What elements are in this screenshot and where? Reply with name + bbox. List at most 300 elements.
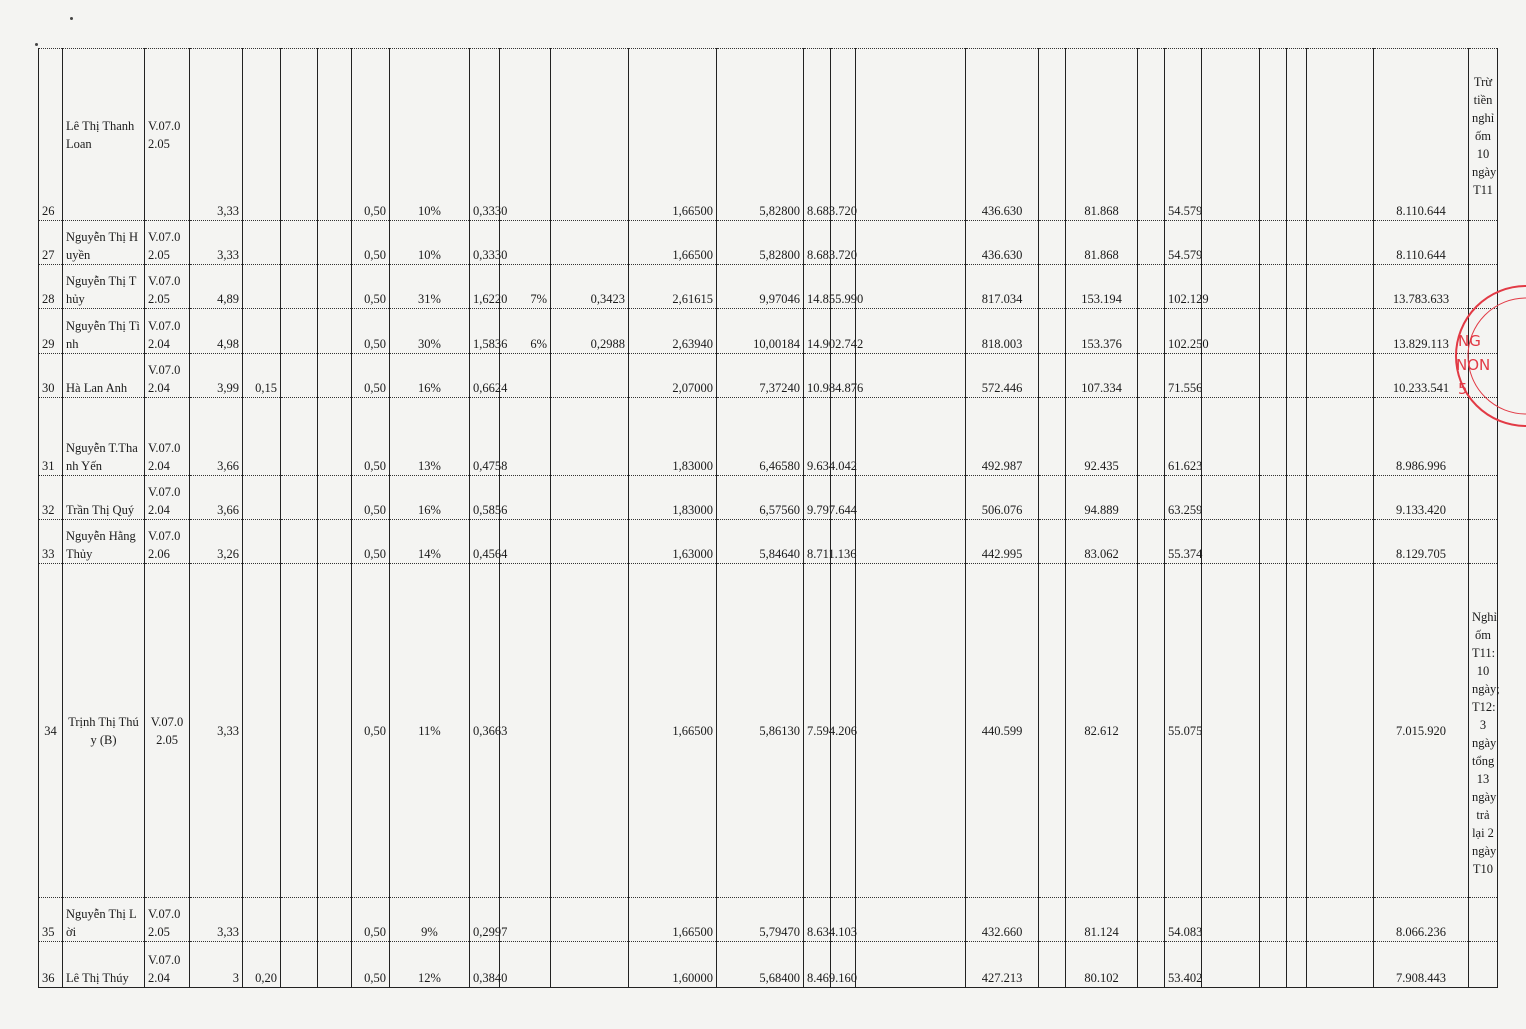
thuc-cell: 10.233.541	[1374, 354, 1469, 398]
empty-cell	[318, 520, 352, 564]
empty-cell	[1039, 309, 1066, 354]
stamp-line-3: 5	[1458, 380, 1468, 398]
empty-cell	[1287, 520, 1307, 564]
empty-cell	[1307, 354, 1374, 398]
empty-cell	[1138, 564, 1165, 898]
bh1-cell: 506.076	[966, 476, 1039, 520]
empty-cell	[1202, 265, 1260, 309]
empty-cell	[1039, 564, 1066, 898]
empty-cell	[1287, 354, 1307, 398]
empty-cell	[1039, 398, 1066, 476]
tong-hs-cell: 5,82800	[717, 221, 804, 265]
hs-cell: 3,99	[190, 354, 243, 398]
pvkv-cell	[551, 476, 629, 520]
payroll-table	[38, 48, 1498, 988]
empty-cell	[1307, 942, 1374, 988]
tong-hs-cell: 9,97046	[717, 265, 804, 309]
tong-hs-cell: 5,86130	[717, 564, 804, 898]
bh1-cell: 572.446	[966, 354, 1039, 398]
name-cell: Hà Lan Anh	[63, 354, 145, 398]
bh1-cell: 440.599	[966, 564, 1039, 898]
thuc-cell: 8.066.236	[1374, 898, 1469, 942]
pct-cell: 10%	[390, 49, 470, 221]
tong-pc-cell: 1,60000	[629, 942, 717, 988]
pvkv-cell	[551, 564, 629, 898]
pvk-cell	[500, 564, 551, 898]
pctv-cell: 0,4758	[470, 398, 500, 476]
pcv-cell	[243, 476, 281, 520]
pvk-cell	[500, 898, 551, 942]
table-row	[39, 309, 1498, 354]
pcv-cell	[243, 520, 281, 564]
tong-hs-cell: 7,37240	[717, 354, 804, 398]
pctv-cell: 0,3663	[470, 564, 500, 898]
pckn-cell	[281, 354, 318, 398]
stt-cell: 34	[39, 564, 63, 898]
tong-pc-cell: 2,61615	[629, 265, 717, 309]
empty-cell	[1260, 221, 1287, 265]
bh2-cell: 82.612	[1066, 564, 1138, 898]
tong-hs-cell: 6,46580	[717, 398, 804, 476]
tong-pc-cell: 1,66500	[629, 49, 717, 221]
pvkv-cell: 0,2988	[551, 309, 629, 354]
thuc-cell: 8.129.705	[1374, 520, 1469, 564]
table-row	[39, 898, 1498, 942]
empty-cell	[1307, 398, 1374, 476]
table-row	[39, 49, 1498, 221]
name-cell: Nguyễn T.Thanh Yến	[63, 398, 145, 476]
pctn-cell: 0,50	[352, 221, 390, 265]
empty-cell	[856, 942, 966, 988]
empty-cell	[1260, 476, 1287, 520]
thuc-cell: 8.986.996	[1374, 398, 1469, 476]
tien-cell: 14.902.742	[804, 309, 831, 354]
note-cell: Nghỉ ốm T11: 10 ngày; T12: 3 ngày tổng 13 ngày trả lại 2 ngày T10	[1469, 564, 1498, 898]
bh3-cell: 102.129	[1165, 265, 1202, 309]
empty-cell	[1260, 354, 1287, 398]
empty-cell	[1287, 221, 1307, 265]
empty-cell	[1039, 221, 1066, 265]
empty-cell	[831, 49, 856, 221]
empty-cell	[856, 49, 966, 221]
bh3-cell: 54.579	[1165, 221, 1202, 265]
bh3-cell: 63.259	[1165, 476, 1202, 520]
empty-cell	[1287, 476, 1307, 520]
note-cell	[1469, 309, 1498, 354]
stt-cell: 36	[39, 942, 63, 988]
thuc-cell: 7.908.443	[1374, 942, 1469, 988]
code-cell: V.07.0 2.04	[145, 398, 190, 476]
thuc-cell: 13.829.113	[1374, 309, 1469, 354]
pckn-cell	[281, 564, 318, 898]
empty-cell	[1202, 564, 1260, 898]
empty-cell	[1138, 520, 1165, 564]
note-cell	[1469, 476, 1498, 520]
stt-cell: 28	[39, 265, 63, 309]
pvkv-cell	[551, 942, 629, 988]
empty-cell	[856, 564, 966, 898]
note-cell	[1469, 398, 1498, 476]
pvkv-cell	[551, 354, 629, 398]
empty-cell	[318, 309, 352, 354]
tong-pc-cell: 1,83000	[629, 476, 717, 520]
tien-cell: 8.634.103	[804, 898, 831, 942]
stamp-line-1: NG	[1458, 332, 1481, 350]
bh2-cell: 153.194	[1066, 265, 1138, 309]
bh3-cell: 102.250	[1165, 309, 1202, 354]
tien-cell: 14.855.990	[804, 265, 831, 309]
stt-cell: 32	[39, 476, 63, 520]
tong-hs-cell: 5,79470	[717, 898, 804, 942]
tien-cell: 8.683.720	[804, 49, 831, 221]
pcv-cell	[243, 49, 281, 221]
tong-pc-cell: 1,63000	[629, 520, 717, 564]
pvk-cell	[500, 476, 551, 520]
bh1-cell: 442.995	[966, 520, 1039, 564]
tien-cell: 9.634.042	[804, 398, 831, 476]
pckn-cell	[281, 49, 318, 221]
name-cell: Trần Thị Quý	[63, 476, 145, 520]
bh2-cell: 81.868	[1066, 49, 1138, 221]
pct-cell: 11%	[390, 564, 470, 898]
hs-cell: 3,33	[190, 221, 243, 265]
pctn-cell: 0,50	[352, 476, 390, 520]
name-cell: Nguyễn Thị Lời	[63, 898, 145, 942]
empty-cell	[1307, 898, 1374, 942]
hs-cell: 3,33	[190, 49, 243, 221]
tong-hs-cell: 5,82800	[717, 49, 804, 221]
pct-cell: 14%	[390, 520, 470, 564]
pckn-cell	[281, 309, 318, 354]
empty-cell	[1260, 265, 1287, 309]
pckn-cell	[281, 942, 318, 988]
hs-cell: 3,66	[190, 476, 243, 520]
tong-pc-cell: 1,83000	[629, 398, 717, 476]
pcv-cell	[243, 898, 281, 942]
pcv-cell	[243, 221, 281, 265]
hs-cell: 3,26	[190, 520, 243, 564]
pctv-cell: 0,3330	[470, 221, 500, 265]
code-cell: V.07.0 2.04	[145, 476, 190, 520]
bh1-cell: 817.034	[966, 265, 1039, 309]
code-cell: V.07.0 2.05	[145, 564, 190, 898]
pct-cell: 12%	[390, 942, 470, 988]
empty-cell	[318, 476, 352, 520]
empty-cell	[856, 309, 966, 354]
tong-pc-cell: 1,66500	[629, 564, 717, 898]
bh2-cell: 94.889	[1066, 476, 1138, 520]
stamp-line-2: NON	[1456, 356, 1491, 374]
table-row	[39, 398, 1498, 476]
empty-cell	[1260, 398, 1287, 476]
pct-cell: 16%	[390, 476, 470, 520]
table-row	[39, 354, 1498, 398]
note-cell	[1469, 354, 1498, 398]
empty-cell	[1138, 898, 1165, 942]
empty-cell	[1287, 265, 1307, 309]
pvkv-cell	[551, 898, 629, 942]
table-row	[39, 942, 1498, 988]
stt-cell: 31	[39, 398, 63, 476]
empty-cell	[1039, 476, 1066, 520]
bh3-cell: 71.556	[1165, 354, 1202, 398]
empty-cell	[1307, 476, 1374, 520]
pvkv-cell	[551, 221, 629, 265]
stt-cell: 30	[39, 354, 63, 398]
pctn-cell: 0,50	[352, 942, 390, 988]
tong-pc-cell: 2,63940	[629, 309, 717, 354]
name-cell: Nguyễn Thị Thủy	[63, 265, 145, 309]
note-cell	[1469, 520, 1498, 564]
pvk-cell: 7%	[500, 265, 551, 309]
empty-cell	[1260, 49, 1287, 221]
pvkv-cell	[551, 398, 629, 476]
thuc-cell: 7.015.920	[1374, 564, 1469, 898]
pctv-cell: 0,2997	[470, 898, 500, 942]
stt-cell: 26	[39, 49, 63, 221]
bh2-cell: 107.334	[1066, 354, 1138, 398]
empty-cell	[318, 265, 352, 309]
pcv-cell: 0,15	[243, 354, 281, 398]
name-cell: Trịnh Thị Thúy (B)	[63, 564, 145, 898]
empty-cell	[1202, 354, 1260, 398]
bh2-cell: 153.376	[1066, 309, 1138, 354]
name-cell: Nguyễn Hằng Thủy	[63, 520, 145, 564]
hs-cell: 3,66	[190, 398, 243, 476]
pcv-cell	[243, 309, 281, 354]
table-row	[39, 265, 1498, 309]
pct-cell: 31%	[390, 265, 470, 309]
empty-cell	[318, 564, 352, 898]
pvk-cell	[500, 398, 551, 476]
hs-cell: 3,33	[190, 564, 243, 898]
empty-cell	[1202, 942, 1260, 988]
note-cell	[1469, 221, 1498, 265]
hs-cell: 3,33	[190, 898, 243, 942]
pctv-cell: 0,5856	[470, 476, 500, 520]
note-cell	[1469, 942, 1498, 988]
thuc-cell: 9.133.420	[1374, 476, 1469, 520]
empty-cell	[318, 942, 352, 988]
pvk-cell	[500, 942, 551, 988]
hs-cell: 4,89	[190, 265, 243, 309]
hs-cell: 4,98	[190, 309, 243, 354]
stt-cell: 33	[39, 520, 63, 564]
pctn-cell: 0,50	[352, 564, 390, 898]
pcv-cell	[243, 265, 281, 309]
empty-cell	[1039, 898, 1066, 942]
bh3-cell: 55.075	[1165, 564, 1202, 898]
code-cell: V.07.0 2.05	[145, 265, 190, 309]
empty-cell	[1138, 49, 1165, 221]
empty-cell	[1039, 942, 1066, 988]
pct-cell: 13%	[390, 398, 470, 476]
empty-cell	[1260, 564, 1287, 898]
code-cell: V.07.0 2.04	[145, 942, 190, 988]
empty-cell	[1138, 354, 1165, 398]
empty-cell	[1260, 520, 1287, 564]
pctn-cell: 0,50	[352, 49, 390, 221]
empty-cell	[856, 265, 966, 309]
stt-cell: 27	[39, 221, 63, 265]
pctn-cell: 0,50	[352, 520, 390, 564]
pctv-cell: 0,6624	[470, 354, 500, 398]
empty-cell	[1039, 265, 1066, 309]
pvkv-cell: 0,3423	[551, 265, 629, 309]
name-cell: Nguyễn Thị Tình	[63, 309, 145, 354]
empty-cell	[1039, 354, 1066, 398]
empty-cell	[1202, 898, 1260, 942]
pvk-cell	[500, 354, 551, 398]
tien-cell: 8.683.720	[804, 221, 831, 265]
empty-cell	[1202, 221, 1260, 265]
tien-cell: 10.984.876	[804, 354, 831, 398]
pcv-cell	[243, 564, 281, 898]
empty-cell	[856, 221, 966, 265]
pcv-cell: 0,20	[243, 942, 281, 988]
pct-cell: 30%	[390, 309, 470, 354]
table-row	[39, 221, 1498, 265]
empty-cell	[1287, 564, 1307, 898]
pctv-cell: 1,6220	[470, 265, 500, 309]
pct-cell: 9%	[390, 898, 470, 942]
pckn-cell	[281, 476, 318, 520]
tong-pc-cell: 1,66500	[629, 221, 717, 265]
table-row	[39, 564, 1498, 898]
pvkv-cell	[551, 49, 629, 221]
empty-cell	[1307, 309, 1374, 354]
scan-speck	[35, 43, 38, 46]
empty-cell	[1307, 520, 1374, 564]
pctn-cell: 0,50	[352, 309, 390, 354]
bh3-cell: 54.083	[1165, 898, 1202, 942]
bh3-cell: 55.374	[1165, 520, 1202, 564]
empty-cell	[1138, 476, 1165, 520]
empty-cell	[1307, 221, 1374, 265]
note-cell: Trừ tiền nghỉ ốm 10 ngày T11	[1469, 49, 1498, 221]
empty-cell	[1287, 398, 1307, 476]
code-cell: V.07.0 2.06	[145, 520, 190, 564]
bh2-cell: 80.102	[1066, 942, 1138, 988]
empty-cell	[1138, 398, 1165, 476]
bh1-cell: 436.630	[966, 221, 1039, 265]
empty-cell	[318, 221, 352, 265]
tien-cell: 7.594.206	[804, 564, 831, 898]
pvk-cell	[500, 520, 551, 564]
empty-cell	[1039, 520, 1066, 564]
bh3-cell: 54.579	[1165, 49, 1202, 221]
bh1-cell: 818.003	[966, 309, 1039, 354]
note-cell	[1469, 265, 1498, 309]
pctv-cell: 1,5836	[470, 309, 500, 354]
code-cell: V.07.0 2.04	[145, 354, 190, 398]
pvkv-cell	[551, 520, 629, 564]
pctv-cell: 0,4564	[470, 520, 500, 564]
pct-cell: 16%	[390, 354, 470, 398]
bh2-cell: 81.124	[1066, 898, 1138, 942]
pckn-cell	[281, 898, 318, 942]
empty-cell	[856, 476, 966, 520]
empty-cell	[1260, 309, 1287, 354]
name-cell: Lê Thị Thanh Loan	[63, 49, 145, 221]
bh1-cell: 436.630	[966, 49, 1039, 221]
pctn-cell: 0,50	[352, 898, 390, 942]
empty-cell	[856, 398, 966, 476]
empty-cell	[1287, 898, 1307, 942]
pctv-cell: 0,3840	[470, 942, 500, 988]
empty-cell	[1307, 49, 1374, 221]
table-row	[39, 520, 1498, 564]
empty-cell	[318, 398, 352, 476]
stt-cell: 35	[39, 898, 63, 942]
scan-speck	[70, 17, 73, 20]
tong-hs-cell: 5,84640	[717, 520, 804, 564]
pcv-cell	[243, 398, 281, 476]
empty-cell	[856, 898, 966, 942]
name-cell: Lê Thị Thúy	[63, 942, 145, 988]
code-cell: V.07.0 2.05	[145, 221, 190, 265]
empty-cell	[1039, 49, 1066, 221]
empty-cell	[318, 49, 352, 221]
pctn-cell: 0,50	[352, 265, 390, 309]
empty-cell	[1307, 564, 1374, 898]
table-row	[39, 476, 1498, 520]
empty-cell	[1202, 309, 1260, 354]
thuc-cell: 13.783.633	[1374, 265, 1469, 309]
pckn-cell	[281, 221, 318, 265]
bh2-cell: 83.062	[1066, 520, 1138, 564]
bh1-cell: 432.660	[966, 898, 1039, 942]
empty-cell	[1202, 398, 1260, 476]
hs-cell: 3	[190, 942, 243, 988]
empty-cell	[1260, 898, 1287, 942]
empty-cell	[1260, 942, 1287, 988]
bh1-cell: 492.987	[966, 398, 1039, 476]
empty-cell	[1202, 476, 1260, 520]
empty-cell	[1138, 265, 1165, 309]
bh2-cell: 81.868	[1066, 221, 1138, 265]
pckn-cell	[281, 265, 318, 309]
empty-cell	[318, 898, 352, 942]
empty-cell	[1138, 942, 1165, 988]
code-cell: V.07.0 2.05	[145, 49, 190, 221]
name-cell: Nguyễn Thị Huyền	[63, 221, 145, 265]
tong-hs-cell: 10,00184	[717, 309, 804, 354]
bh2-cell: 92.435	[1066, 398, 1138, 476]
tien-cell: 9.797.644	[804, 476, 831, 520]
empty-cell	[1287, 942, 1307, 988]
pvk-cell	[500, 221, 551, 265]
empty-cell	[1307, 265, 1374, 309]
tien-cell: 8.469.160	[804, 942, 831, 988]
bh3-cell: 53.402	[1165, 942, 1202, 988]
pckn-cell	[281, 520, 318, 564]
empty-cell	[318, 354, 352, 398]
note-cell	[1469, 898, 1498, 942]
code-cell: V.07.0 2.05	[145, 898, 190, 942]
empty-cell	[1287, 49, 1307, 221]
tong-pc-cell: 1,66500	[629, 898, 717, 942]
tong-hs-cell: 5,68400	[717, 942, 804, 988]
pvk-cell: 6%	[500, 309, 551, 354]
empty-cell	[856, 520, 966, 564]
pct-cell: 10%	[390, 221, 470, 265]
empty-cell	[1138, 221, 1165, 265]
bh3-cell: 61.623	[1165, 398, 1202, 476]
tong-hs-cell: 6,57560	[717, 476, 804, 520]
empty-cell	[1287, 309, 1307, 354]
bh1-cell: 427.213	[966, 942, 1039, 988]
